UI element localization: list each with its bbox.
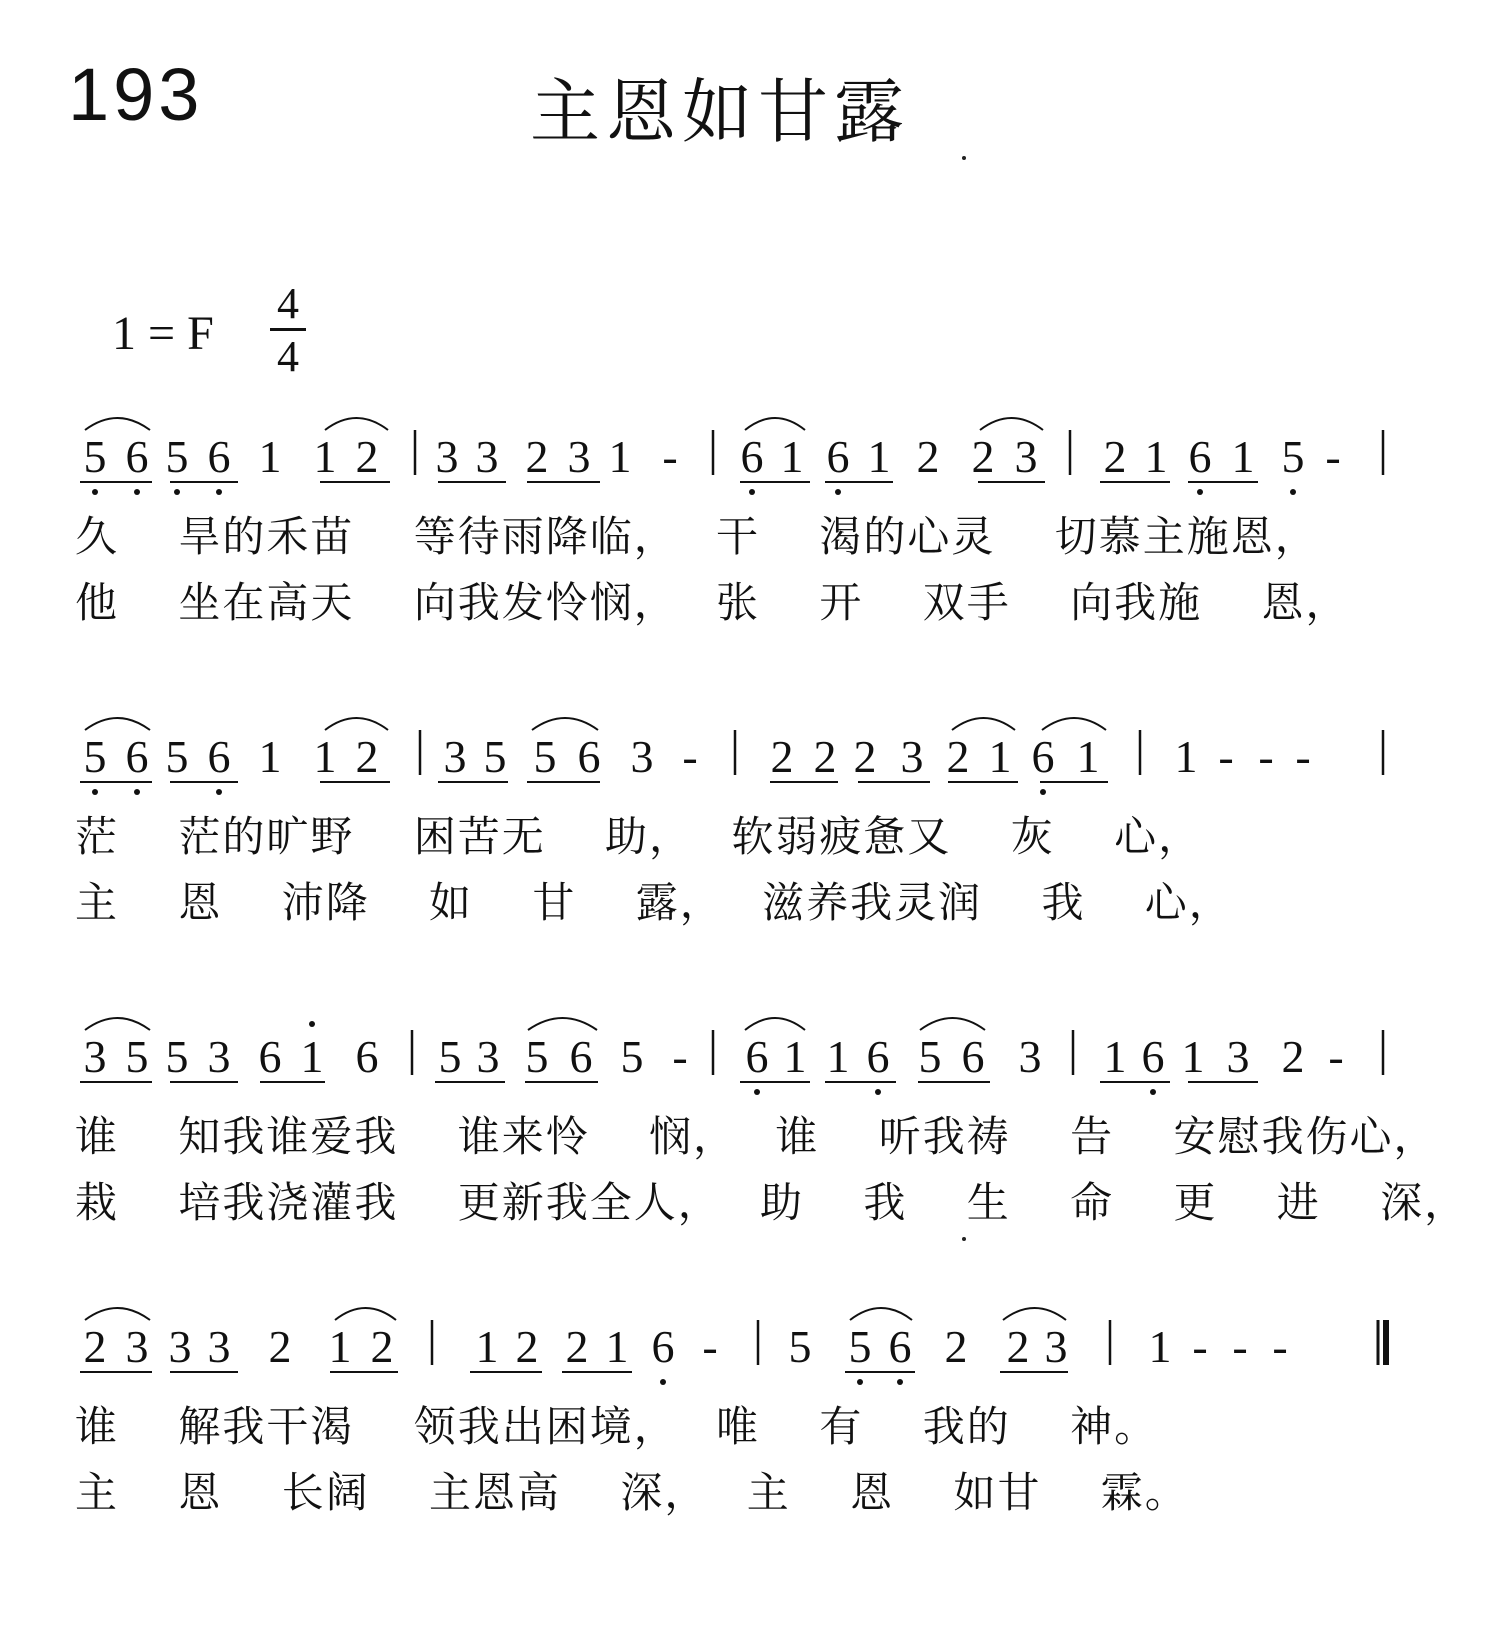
- note: 3: [435, 431, 459, 482]
- note: 2: [1103, 431, 1127, 482]
- lyric-text: 主 恩 沛降 如 甘 露， 滋养我灵润 我 心，: [75, 878, 1233, 927]
- slur: [325, 718, 388, 730]
- notation-line: [0, 1000, 1500, 1110]
- slur: [85, 1018, 150, 1030]
- note: 6: [866, 1031, 890, 1082]
- note: 1: [300, 1031, 324, 1082]
- lower-octave-dot: [835, 489, 841, 495]
- time-signature-rule: [270, 328, 306, 331]
- lower-octave-dot: [857, 1379, 863, 1385]
- note: 2: [83, 1321, 107, 1372]
- note: 2: [565, 1321, 589, 1372]
- slur: [745, 418, 805, 430]
- dash-note: -: [1258, 731, 1274, 782]
- note: 3: [1044, 1321, 1068, 1372]
- note: 3: [567, 431, 591, 482]
- dash-note: -: [1218, 731, 1234, 782]
- note: 6: [207, 431, 231, 482]
- note: 6: [207, 731, 231, 782]
- lyric-line: [0, 512, 1500, 562]
- note: 3: [1014, 431, 1038, 482]
- note: 5: [125, 1031, 149, 1082]
- lower-octave-dot: [174, 489, 180, 495]
- dash-note: -: [662, 431, 678, 482]
- note: 3: [83, 1031, 107, 1082]
- note: 1: [605, 1321, 629, 1372]
- dash-note: -: [1325, 431, 1341, 482]
- lyric-text: 久 旱的禾苗 等待雨降临， 干 渴的心灵 切慕主施恩，: [75, 512, 1319, 561]
- note: 1: [258, 431, 282, 482]
- lower-octave-dot: [749, 489, 755, 495]
- dash-note: -: [682, 731, 698, 782]
- lyric-text: 栽 培我浇灌我 更新我全人， 助 我 生 命 更 进 深，: [75, 1178, 1469, 1227]
- score-system: [0, 1290, 1500, 1580]
- note: 5: [483, 731, 507, 782]
- note: 2: [515, 1321, 539, 1372]
- slur: [920, 1018, 985, 1030]
- lower-octave-dot: [92, 789, 98, 795]
- note: 1: [313, 431, 337, 482]
- note: 1: [988, 731, 1012, 782]
- note: 5: [438, 1031, 462, 1082]
- dash-note: -: [1232, 1321, 1248, 1372]
- note: 1: [867, 431, 891, 482]
- lower-octave-dot: [134, 489, 140, 495]
- note: 5: [918, 1031, 942, 1082]
- note: 6: [258, 1031, 282, 1082]
- slur: [85, 418, 150, 430]
- time-signature: [270, 279, 306, 381]
- note: 5: [1281, 431, 1305, 482]
- note: 3: [630, 731, 654, 782]
- note: 6: [125, 731, 149, 782]
- note: 2: [944, 1321, 968, 1372]
- note: 2: [1006, 1321, 1030, 1372]
- slur: [980, 418, 1043, 430]
- upper-octave-dot: [309, 1021, 315, 1027]
- notation-line: [0, 1290, 1500, 1400]
- note: 1: [1144, 431, 1168, 482]
- dash-note: -: [702, 1321, 718, 1372]
- note: 6: [651, 1321, 675, 1372]
- note: 3: [475, 431, 499, 482]
- slur: [532, 718, 598, 730]
- time-signature-bottom: 4: [277, 332, 299, 381]
- note: 1: [1148, 1321, 1172, 1372]
- note: 2: [370, 1321, 394, 1372]
- note: 6: [1188, 431, 1212, 482]
- slur: [85, 718, 150, 730]
- lyric-text: 谁 解我干渴 领我出困境， 唯 有 我的 神。: [75, 1402, 1159, 1451]
- slur: [85, 1308, 150, 1320]
- note: 3: [207, 1321, 231, 1372]
- note: 1: [475, 1321, 499, 1372]
- note: 6: [569, 1031, 593, 1082]
- dash-note: -: [1192, 1321, 1208, 1372]
- dash-note: -: [672, 1031, 688, 1082]
- note: 6: [355, 1031, 379, 1082]
- note: 1: [313, 731, 337, 782]
- lower-octave-dot: [897, 1379, 903, 1385]
- note: 2: [813, 731, 837, 782]
- lyric-line: [0, 1468, 1500, 1518]
- dash-note: -: [1272, 1321, 1288, 1372]
- note: 2: [268, 1321, 292, 1372]
- note: 6: [577, 731, 601, 782]
- slur: [325, 418, 388, 430]
- note: 1: [258, 731, 282, 782]
- slur: [850, 1308, 912, 1320]
- lyric-line: [0, 878, 1500, 928]
- slur: [335, 1308, 396, 1320]
- note: 1: [1231, 431, 1255, 482]
- lower-octave-dot: [1150, 1089, 1156, 1095]
- note: 3: [443, 731, 467, 782]
- note: 2: [355, 731, 379, 782]
- note: 1: [1181, 1031, 1205, 1082]
- score-system: [0, 700, 1500, 990]
- score-system: [0, 1000, 1500, 1290]
- note: 1: [608, 431, 632, 482]
- lyric-text: 谁 知我谁爱我 谁来怜 悯， 谁 听我祷 告 安慰我伤心，: [75, 1112, 1438, 1161]
- note: 2: [916, 431, 940, 482]
- note: 6: [888, 1321, 912, 1372]
- note: 5: [165, 1031, 189, 1082]
- note: 6: [1141, 1031, 1165, 1082]
- lyric-line: [0, 812, 1500, 862]
- lyric-line: [0, 1178, 1500, 1228]
- note: 2: [971, 431, 995, 482]
- lyric-text: 他 坐在高天 向我发怜悯， 张 开 双手 向我施 恩，: [75, 578, 1350, 627]
- hymn-number: 193: [68, 53, 204, 136]
- note: 6: [740, 431, 764, 482]
- note: 2: [770, 731, 794, 782]
- note: 2: [1281, 1031, 1305, 1082]
- lyric-line: [0, 578, 1500, 628]
- hymn-title: 主恩如甘露: [530, 71, 910, 153]
- note: 5: [83, 431, 107, 482]
- note: 3: [125, 1321, 149, 1372]
- lyric-text: 主 恩 长阔 主恩高 深， 主 恩 如甘 霖。: [75, 1468, 1189, 1517]
- score-system: [0, 400, 1500, 690]
- note: 5: [165, 431, 189, 482]
- note: 2: [525, 431, 549, 482]
- note: 5: [165, 731, 189, 782]
- note: 5: [788, 1321, 812, 1372]
- lower-octave-dot: [660, 1379, 666, 1385]
- note: 3: [168, 1321, 192, 1372]
- note: 5: [533, 731, 557, 782]
- lyric-line: [0, 1402, 1500, 1452]
- note: 1: [780, 431, 804, 482]
- lower-octave-dot: [875, 1089, 881, 1095]
- note: 5: [525, 1031, 549, 1082]
- lower-octave-dot: [1040, 789, 1046, 795]
- lower-octave-dot: [216, 789, 222, 795]
- lower-octave-dot: [1290, 489, 1296, 495]
- lyric-line: [0, 1112, 1500, 1162]
- note: 1: [1103, 1031, 1127, 1082]
- note: 6: [745, 1031, 769, 1082]
- note: 1: [783, 1031, 807, 1082]
- lyric-text: 茫 茫的旷野 困苦无 助， 软弱疲惫又 灰 心，: [75, 812, 1203, 861]
- scan-speck: [962, 1237, 966, 1241]
- note: 1: [826, 1031, 850, 1082]
- note: 3: [900, 731, 924, 782]
- lower-octave-dot: [1197, 489, 1203, 495]
- note: 6: [1031, 731, 1055, 782]
- note: 3: [1226, 1031, 1250, 1082]
- notation-line: [0, 700, 1500, 810]
- note: 1: [1174, 731, 1198, 782]
- scan-speck: [962, 156, 966, 160]
- dash-note: -: [1295, 731, 1311, 782]
- slur: [952, 718, 1015, 730]
- note: 6: [826, 431, 850, 482]
- lower-octave-dot: [134, 789, 140, 795]
- note: 5: [848, 1321, 872, 1372]
- slur: [528, 1018, 597, 1030]
- key-signature: 1 = F: [112, 307, 214, 360]
- note: 6: [125, 431, 149, 482]
- lower-octave-dot: [216, 489, 222, 495]
- slur: [1003, 1308, 1066, 1320]
- note: 2: [946, 731, 970, 782]
- notation-line: [0, 400, 1500, 510]
- note: 2: [853, 731, 877, 782]
- note: 3: [207, 1031, 231, 1082]
- note: 3: [476, 1031, 500, 1082]
- slur: [1042, 718, 1106, 730]
- note: 3: [1018, 1031, 1042, 1082]
- note: 2: [355, 431, 379, 482]
- note: 5: [83, 731, 107, 782]
- lower-octave-dot: [754, 1089, 760, 1095]
- dash-note: -: [1328, 1031, 1344, 1082]
- slur: [745, 1018, 805, 1030]
- time-signature-top: 4: [277, 279, 299, 328]
- note: 1: [1076, 731, 1100, 782]
- note: 1: [328, 1321, 352, 1372]
- lower-octave-dot: [92, 489, 98, 495]
- note: 5: [620, 1031, 644, 1082]
- note: 6: [961, 1031, 985, 1082]
